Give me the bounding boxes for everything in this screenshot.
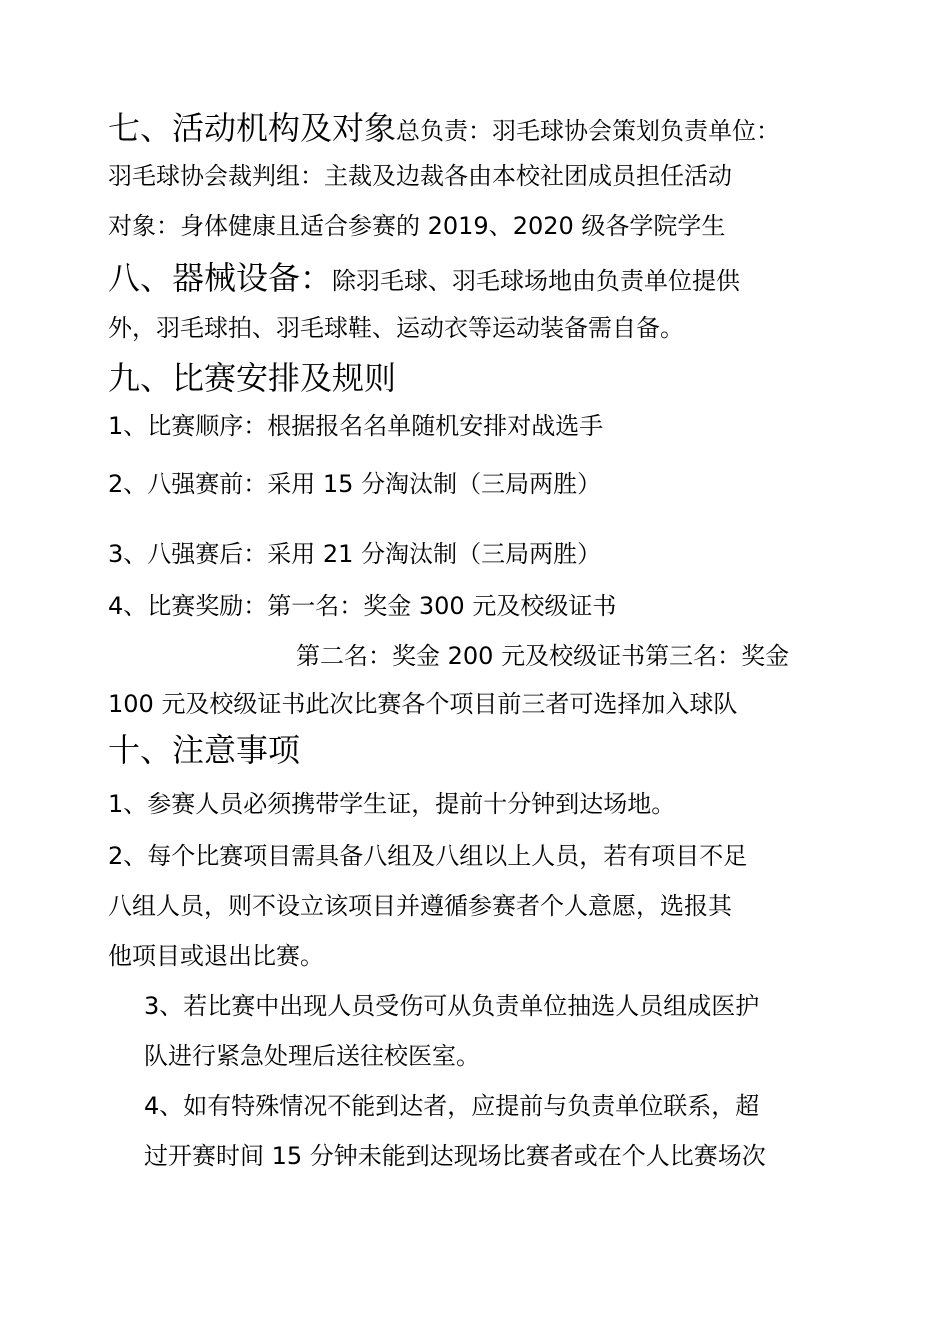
section9-item3: 3、八强赛后：采用 21 分淘汰制（三局两胜） [108,540,602,568]
section9-item4-line3: 100 元及校级证书此次比赛各个项目前三者可选择加入球队 [108,690,738,718]
section8-line2: 外，羽毛球拍、羽毛球鞋、运动衣等运动装备需自备。 [108,314,684,342]
section10-item1: 1、参赛人员必须携带学生证，提前十分钟到达场地。 [108,790,676,818]
section10-heading: 十、注意事项 [108,731,301,769]
section10-item2-line1: 2、每个比赛项目需具备八组及八组以上人员，若有项目不足 [108,842,748,870]
section10-item3-line2: 队进行紧急处理后送往校医室。 [144,1042,480,1070]
section10-item3-line1: 3、若比赛中出现人员受伤可从负责单位抽选人员组成医护 [144,992,760,1020]
section10-item4-line2: 过开赛时间 15 分钟未能到达现场比赛者或在个人比赛场次 [144,1142,766,1170]
section10-item2-line2: 八组人员，则不设立该项目并遵循参赛者个人意愿，选报其 [108,892,732,920]
section8-line1 [108,259,741,297]
section9-item2: 2、八强赛前：采用 15 分淘汰制（三局两胜） [108,470,602,498]
section10-item4-line1: 4、如有特殊情况不能到达者，应提前与负责单位联系，超 [144,1092,760,1120]
section9-heading: 九、比赛安排及规则 [108,359,397,397]
section7-line1 [108,109,781,147]
section7-line3: 对象：身体健康且适合参赛的 2019、2020 级各学院学生 [108,212,726,240]
section7-line2: 羽毛球协会裁判组：主裁及边裁各由本校社团成员担任活动 [108,162,732,190]
section8-heading: 八、器械设备： [108,259,333,297]
section7-heading: 七、活动机构及对象 [108,109,397,147]
section9-item4: 4、比赛奖励：第一名：奖金 300 元及校级证书 [108,592,617,620]
section8-line1-text: 除羽毛球、羽毛球场地由负责单位提供 [332,267,741,295]
section7-line1-text: 总负责：羽毛球协会策划负责单位： [396,117,781,145]
section10-item2-line3: 他项目或退出比赛。 [108,942,324,970]
section9-item1: 1、比赛顺序：根据报名名单随机安排对战选手 [108,412,604,440]
section9-item4-line2: 第二名：奖金 200 元及校级证书第三名：奖金 [296,642,790,670]
